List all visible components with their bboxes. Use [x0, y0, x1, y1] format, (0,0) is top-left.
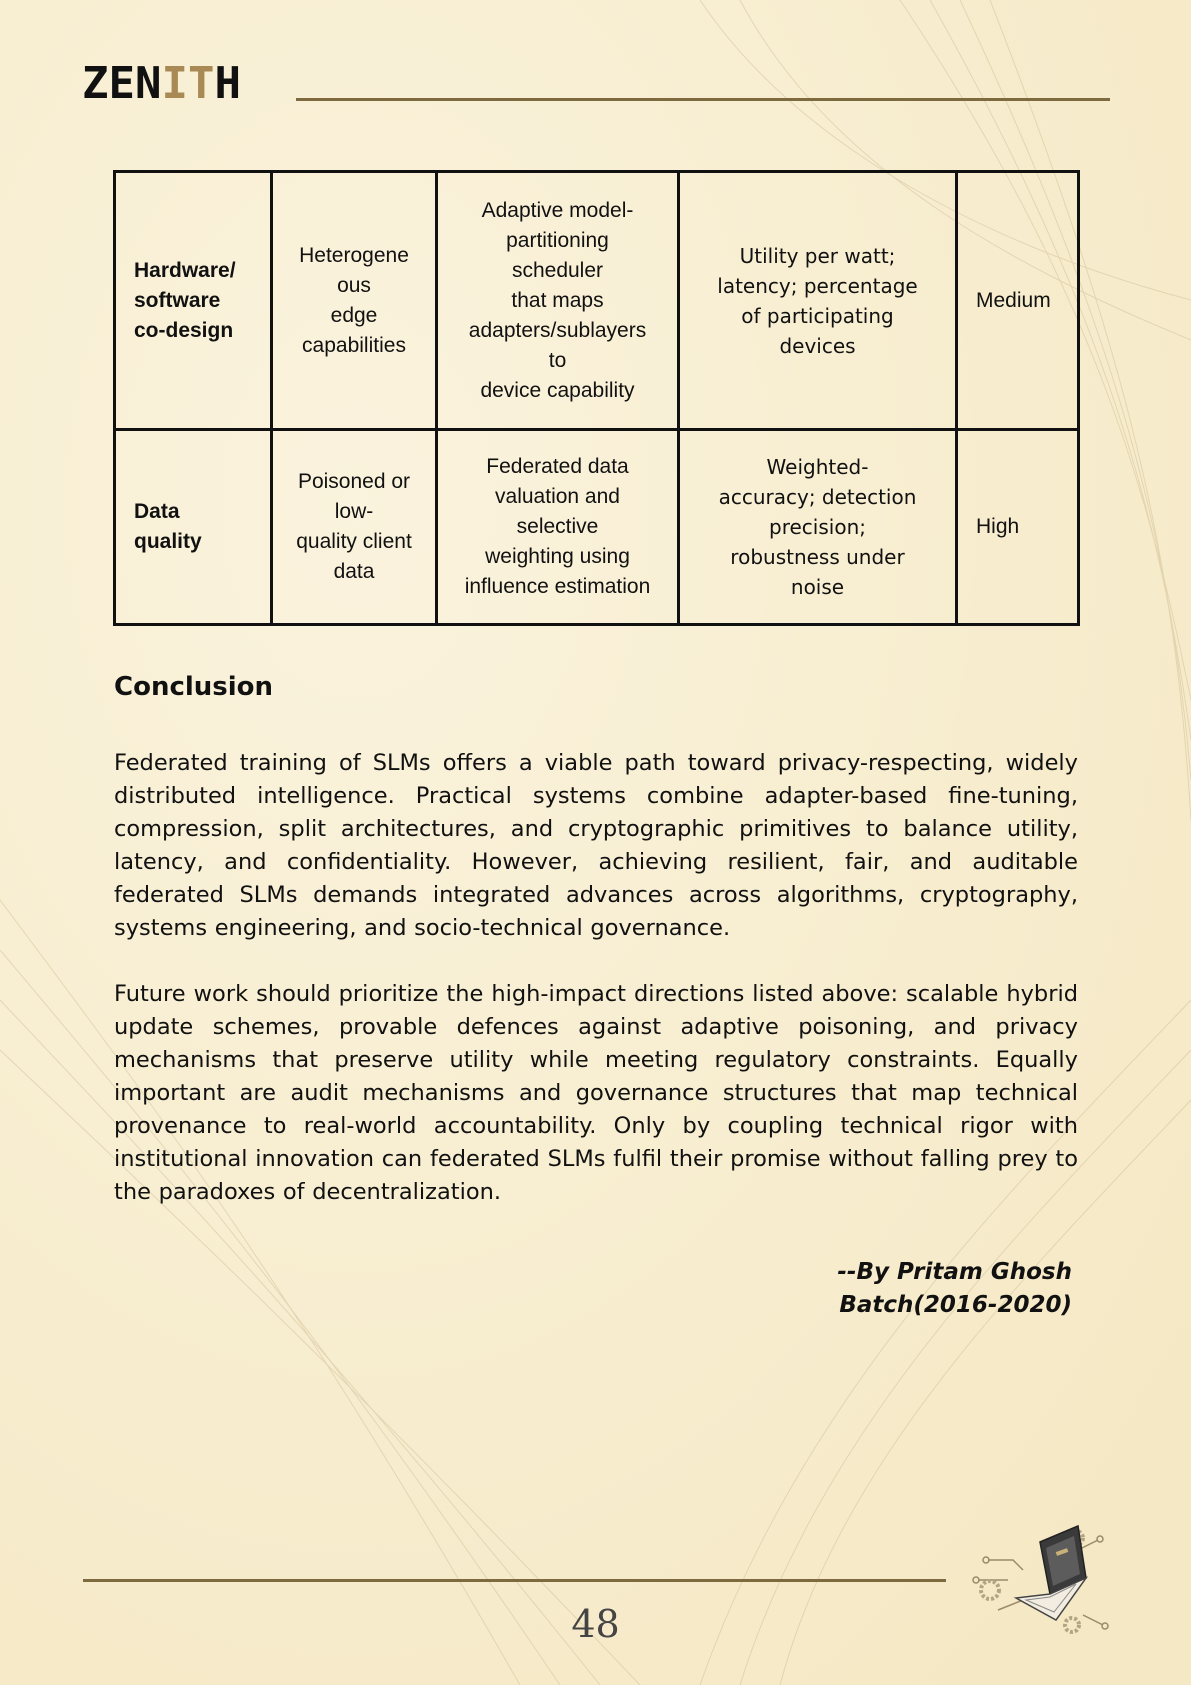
cell-line: of participating: [741, 303, 894, 328]
laptop-circuit-icon: [968, 1520, 1118, 1640]
cell-line: Poisoned or: [297, 470, 411, 493]
logo-part: I: [161, 58, 188, 109]
cell-line: quality: [134, 530, 202, 553]
approach-cell: [437, 172, 679, 430]
body-paragraph: Future work should prioritize the high-impact directions listed above: scalable hybrid update schemes, provable defences against adaptive poisoning, and privacy mechanisms that preserve utility while meeting regulatory constraints. Equally important are audit mechanisms and governance structures that map technical provenance to real-world accountability. Only by coupling technical rigor with institutional innovation can federated SLMs fulfil their promise without falling prey to the paradoxes of decentralization.: [114, 981, 1078, 1205]
cell-line: partitioning: [506, 228, 609, 252]
metric-cell: [679, 430, 957, 625]
cell-line: software: [134, 288, 221, 312]
header-divider: [296, 98, 1110, 101]
page-number: 48: [571, 1602, 620, 1646]
cell-line: Hardware/: [134, 258, 236, 282]
cell-line: co-design: [134, 318, 234, 342]
table-row: [115, 430, 1079, 625]
challenge-cell: [272, 172, 437, 430]
cell-line: that maps: [511, 288, 604, 312]
cell-line: latency; percentage: [717, 273, 918, 298]
cell-line: adapters/sublayers: [468, 318, 647, 342]
cell-line: accuracy; detection: [718, 485, 917, 509]
priority-cell: High: [957, 430, 1079, 625]
cell-line: valuation and: [495, 485, 620, 508]
logo-part: T: [187, 58, 215, 109]
cell-line: Heterogene: [299, 243, 409, 267]
logo-part: ZEN: [82, 58, 162, 109]
cell-line: selective: [516, 515, 599, 538]
cell-line: noise: [790, 575, 845, 599]
cell-line: edge: [330, 303, 378, 327]
cell-line: device capability: [480, 378, 635, 402]
row-label-cell: [115, 430, 272, 625]
body-paragraph: Federated training of SLMs offers a viable path toward privacy-respecting, widely distributed intelligence. Practical systems combine adapter-based fine-tuning, compression, split architectures, and cryptographic primitives to balance utility, latency, and confidentiality. However, achieving resilient, fair, and auditable federated SLMs demands integrated advances across algorithms, cryptography, systems engineering, and socio-technical governance.: [114, 750, 1078, 941]
author-name: --By Pritam Ghosh: [837, 1259, 1072, 1285]
challenge-cell: [272, 430, 437, 625]
section-heading: Conclusion: [114, 672, 274, 702]
cell-line: Federated data: [486, 455, 629, 478]
logo-part: H: [214, 58, 241, 109]
priority-cell: Medium: [957, 172, 1079, 430]
cell-line: Weighted-: [766, 455, 869, 479]
approach-cell: [437, 430, 679, 625]
cell-line: precision;: [769, 515, 866, 539]
author-byline: [837, 1256, 1072, 1322]
table-row: [115, 172, 1079, 430]
research-directions-table: [113, 170, 1080, 626]
metric-cell: [679, 172, 957, 430]
cell-line: quality client: [296, 530, 412, 553]
zenith-logo: [82, 58, 241, 109]
cell-line: devices: [779, 333, 856, 358]
footer-divider: [83, 1579, 946, 1582]
cell-line: Data: [134, 500, 180, 523]
row-label-cell: [115, 172, 272, 430]
cell-line: scheduler: [511, 258, 604, 282]
cell-line: to: [548, 348, 567, 372]
cell-line: robustness under: [730, 545, 905, 569]
cell-line: low-: [334, 500, 374, 523]
cell-line: capabilities: [302, 333, 406, 357]
cell-line: ous: [337, 273, 371, 297]
cell-line: weighting using: [485, 545, 630, 568]
cell-line: influence estimation: [464, 575, 651, 598]
cell-line: data: [333, 560, 375, 583]
author-batch: Batch(2016-2020): [839, 1292, 1072, 1318]
cell-line: Utility per watt;: [739, 243, 896, 268]
cell-line: Adaptive model-: [481, 198, 634, 222]
